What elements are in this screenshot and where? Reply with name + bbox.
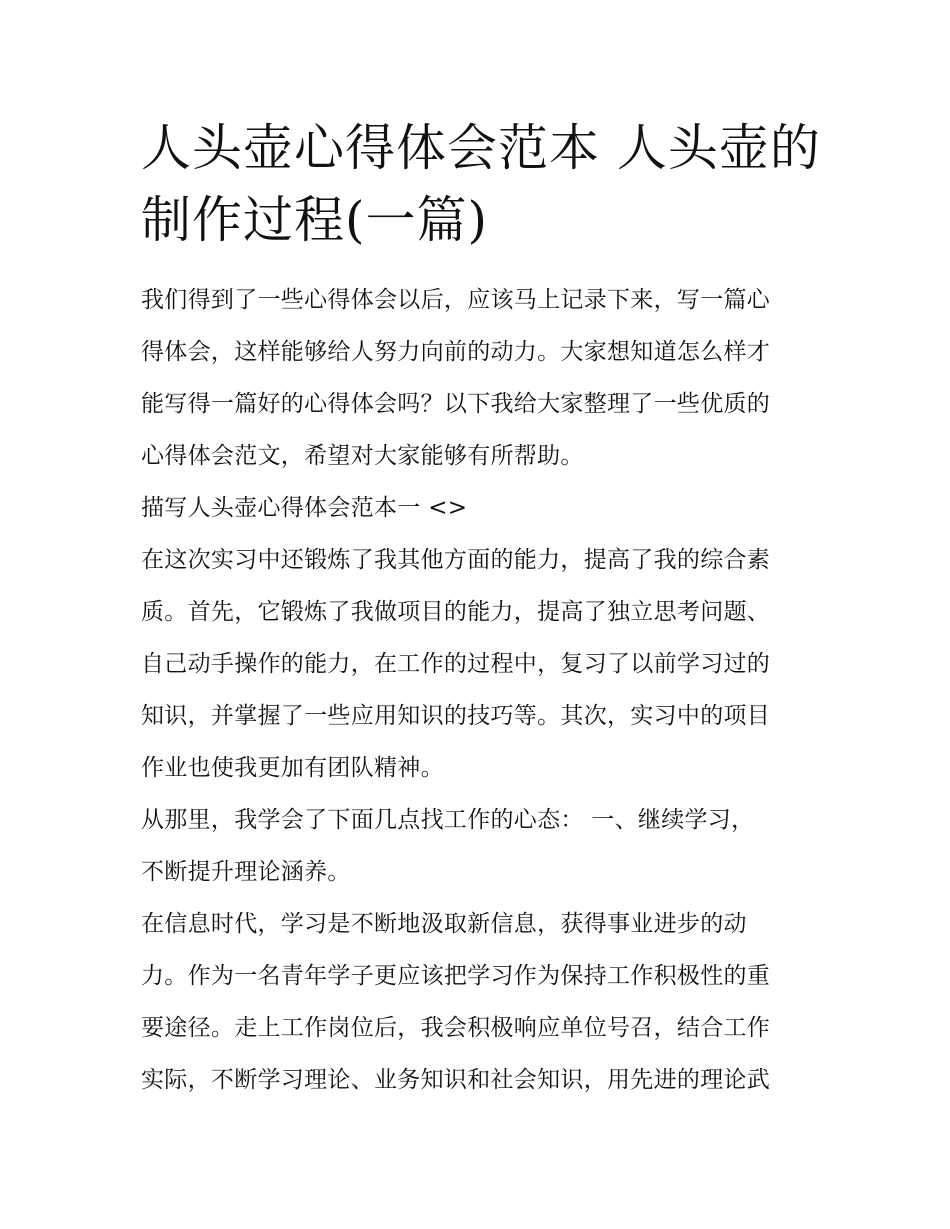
body-line: 心得体会范文，希望对大家能够有所帮助。 [141, 443, 584, 469]
body-line: 力。作为一名青年学子更应该把学习作为保持工作积极性的重 [141, 963, 771, 989]
body-line: 自己动手操作的能力，在工作的过程中，复习了以前学习过的 [141, 651, 771, 677]
body-line: 实际，不断学习理论、业务知识和社会知识，用先进的理论武 [141, 1067, 771, 1093]
body-line: 在信息时代，学习是不断地汲取新信息，获得事业进步的动 [141, 911, 747, 937]
body-line: 质。首先，它锻炼了我做项目的能力，提高了独立思考问题、 [141, 599, 771, 625]
title-line-2: 制作过程(一篇) [141, 191, 489, 249]
body-line: 在这次实习中还锻炼了我其他方面的能力，提高了我的综合素 [141, 547, 771, 573]
body-line: 知识，并掌握了一些应用知识的技巧等。其次，实习中的项目 [141, 703, 771, 729]
section-heading: 描写人头壶心得体会范本一 <> [141, 495, 468, 521]
title-line-1: 人头壶心得体会范本 人头壶的 [141, 119, 821, 177]
body-line: 我们得到了一些心得体会以后，应该马上记录下来，写一篇心 [141, 287, 771, 313]
body-line: 要途径。走上工作岗位后，我会积极响应单位号召，结合工作 [141, 1015, 771, 1041]
document-body [141, 274, 831, 1106]
body-line: 不断提升理论涵养。 [141, 859, 351, 885]
body-line: 能写得一篇好的心得体会吗？以下我给大家整理了一些优质的 [141, 391, 771, 417]
body-line: 从那里，我学会了下面几点找工作的心态： 一、继续学习， [141, 807, 755, 833]
body-line: 得体会，这样能够给人努力向前的动力。大家想知道怎么样才 [141, 339, 771, 365]
body-line: 作业也使我更加有团队精神。 [141, 755, 444, 781]
document-title [141, 112, 841, 256]
